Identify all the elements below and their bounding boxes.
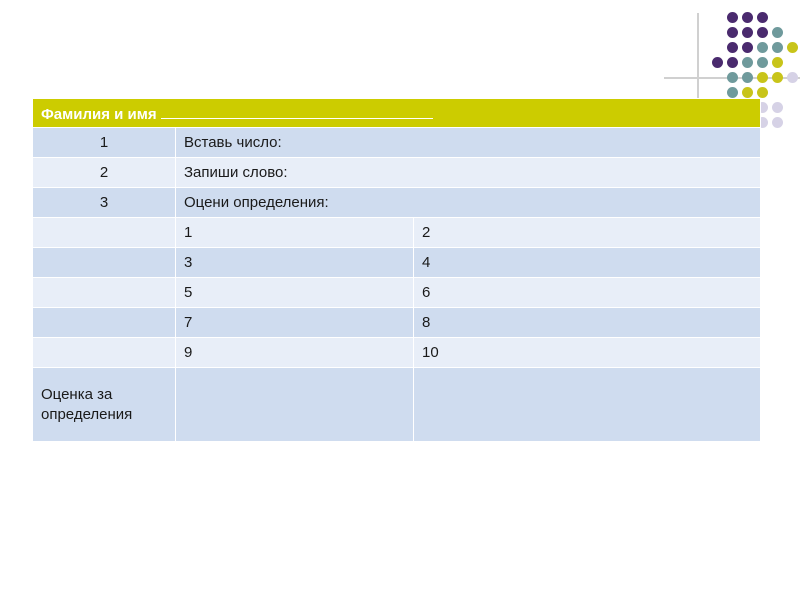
definition-number[interactable]: 4 <box>414 248 761 278</box>
definition-number[interactable]: 3 <box>176 248 414 278</box>
definition-row <box>33 218 761 248</box>
decorative-dot <box>742 87 753 98</box>
empty-cell[interactable] <box>33 308 176 338</box>
decorative-dot <box>772 27 783 38</box>
decorative-dot <box>727 12 738 23</box>
task-text: Запиши слово: <box>176 158 761 188</box>
decorative-dot <box>757 87 768 98</box>
decorative-dot <box>772 42 783 53</box>
task-text: Вставь число: <box>176 128 761 158</box>
table-row <box>33 128 761 158</box>
decorative-dot <box>742 12 753 23</box>
definition-row <box>33 338 761 368</box>
decorative-dot <box>787 72 798 83</box>
decorative-dot <box>742 27 753 38</box>
name-blank-line[interactable] <box>161 103 433 119</box>
decorative-dot <box>727 87 738 98</box>
task-text: Оцени определения: <box>176 188 761 218</box>
empty-cell[interactable] <box>33 338 176 368</box>
decorative-dot <box>727 42 738 53</box>
grade-row <box>33 368 761 442</box>
decorative-dot <box>757 42 768 53</box>
decorative-dot <box>772 72 783 83</box>
decorative-dot <box>742 57 753 68</box>
decorative-dot <box>757 27 768 38</box>
header-cell <box>33 99 761 128</box>
table-row <box>33 188 761 218</box>
task-number: 1 <box>33 128 176 158</box>
grade-label: Оценка за определения <box>33 368 176 442</box>
definition-row <box>33 278 761 308</box>
definition-number[interactable]: 8 <box>414 308 761 338</box>
decorative-dot <box>712 57 723 68</box>
task-number: 2 <box>33 158 176 188</box>
definition-number[interactable]: 6 <box>414 278 761 308</box>
definition-number[interactable]: 10 <box>414 338 761 368</box>
decorative-dot <box>757 12 768 23</box>
empty-cell[interactable] <box>33 278 176 308</box>
definition-number[interactable]: 9 <box>176 338 414 368</box>
definition-row <box>33 248 761 278</box>
definition-number[interactable]: 1 <box>176 218 414 248</box>
header-title: Фамилия и имя <box>41 106 157 123</box>
worksheet-table <box>32 98 761 442</box>
decorative-dot <box>787 42 798 53</box>
task-number: 3 <box>33 188 176 218</box>
decorative-dot <box>727 57 738 68</box>
empty-cell[interactable] <box>33 218 176 248</box>
grade-cell[interactable] <box>414 368 761 442</box>
decorative-dot <box>757 72 768 83</box>
grade-cell[interactable] <box>176 368 414 442</box>
decorative-dot <box>772 57 783 68</box>
empty-cell[interactable] <box>33 248 176 278</box>
definition-row <box>33 308 761 338</box>
decorative-dot <box>727 27 738 38</box>
decorative-vertical-line <box>697 13 699 98</box>
definition-number[interactable]: 2 <box>414 218 761 248</box>
table-row <box>33 158 761 188</box>
definition-number[interactable]: 5 <box>176 278 414 308</box>
definition-number[interactable]: 7 <box>176 308 414 338</box>
decorative-dot <box>742 72 753 83</box>
decorative-dot <box>772 102 783 113</box>
decorative-dot <box>727 72 738 83</box>
decorative-dot <box>772 117 783 128</box>
decorative-dot <box>757 57 768 68</box>
decorative-dot <box>742 42 753 53</box>
